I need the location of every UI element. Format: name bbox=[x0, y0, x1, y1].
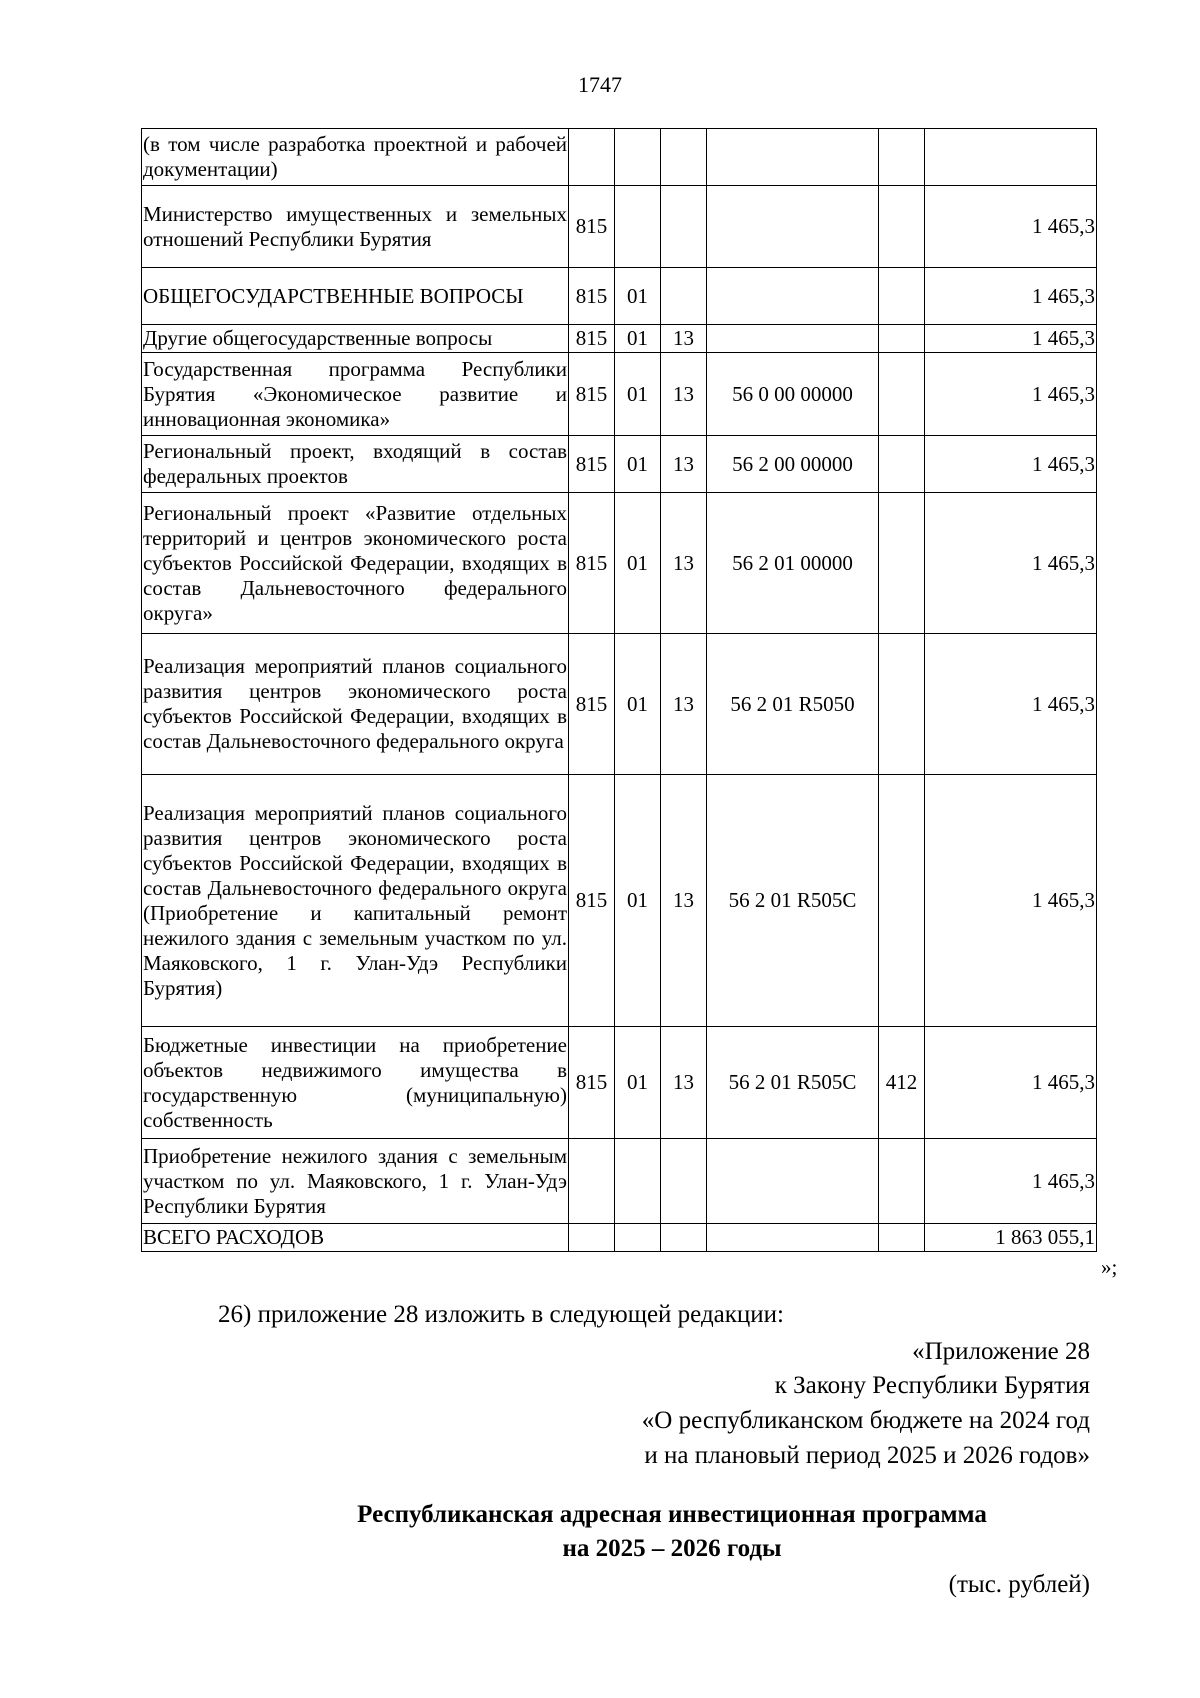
program-title: Республиканская адресная инвестиционная программа bbox=[357, 1501, 987, 1528]
row-sum: 1 465,3 bbox=[925, 493, 1097, 634]
row-name: Государственная программа Республики Бурятия «Экономическое развитие и инновационная экономика» bbox=[142, 353, 569, 436]
row-sum: 1 465,3 bbox=[925, 186, 1097, 268]
row-vr bbox=[879, 325, 925, 353]
row-gr: 815 bbox=[569, 775, 615, 1027]
row-csr: 56 2 00 00000 bbox=[707, 436, 879, 493]
row-name: Приобретение нежилого здания с земельным участком по ул. Маяковского, 1 г. Улан-Удэ Республики Бурятия bbox=[142, 1139, 569, 1224]
row-csr: 56 0 00 00000 bbox=[707, 353, 879, 436]
row-gr: 815 bbox=[569, 186, 615, 268]
table-row bbox=[142, 353, 1097, 436]
row-pr: 13 bbox=[661, 1027, 707, 1139]
row-vr bbox=[879, 775, 925, 1027]
row-vr bbox=[879, 436, 925, 493]
row-name: Министерство имущественных и земельных отношений Республики Бурятия bbox=[142, 186, 569, 268]
row-sum: 1 465,3 bbox=[925, 325, 1097, 353]
row-name: ОБЩЕГОСУДАРСТВЕННЫЕ ВОПРОСЫ bbox=[142, 268, 569, 325]
row-csr bbox=[707, 129, 879, 186]
row-pr: 13 bbox=[661, 325, 707, 353]
row-gr: 815 bbox=[569, 1027, 615, 1139]
row-rz: 01 bbox=[615, 436, 661, 493]
row-name: Региональный проект, входящий в состав федеральных проектов bbox=[142, 436, 569, 493]
table-row bbox=[142, 129, 1097, 186]
row-rz bbox=[615, 1139, 661, 1224]
row-gr bbox=[569, 129, 615, 186]
row-pr: 13 bbox=[661, 493, 707, 634]
row-gr: 815 bbox=[569, 634, 615, 775]
row-sum: 1 465,3 bbox=[925, 634, 1097, 775]
row-name: Реализация мероприятий планов социального развития центров экономического роста субъектов Российской Федерации, входящих в состав Дальневосточного федерального округа bbox=[142, 634, 569, 775]
row-sum: 1 863 055,1 bbox=[925, 1224, 1097, 1252]
row-gr bbox=[569, 1224, 615, 1252]
row-rz: 01 bbox=[615, 353, 661, 436]
row-sum: 1 465,3 bbox=[925, 1027, 1097, 1139]
budget-table bbox=[141, 128, 1097, 1252]
row-name: Другие общегосударственные вопросы bbox=[142, 325, 569, 353]
row-rz: 01 bbox=[615, 1027, 661, 1139]
row-sum: 1 465,3 bbox=[925, 436, 1097, 493]
row-csr bbox=[707, 186, 879, 268]
appendix-line: к Закону Республики Бурятия bbox=[774, 1372, 1090, 1399]
row-csr: 56 2 01 R505C bbox=[707, 775, 879, 1027]
row-vr bbox=[879, 353, 925, 436]
row-csr bbox=[707, 268, 879, 325]
row-pr: 13 bbox=[661, 353, 707, 436]
row-name: Бюджетные инвестиции на приобретение объектов недвижимого имущества в государственную (муниципальную) собственность bbox=[142, 1027, 569, 1139]
row-rz bbox=[615, 186, 661, 268]
row-csr bbox=[707, 1139, 879, 1224]
row-pr bbox=[661, 1139, 707, 1224]
page-number: 1747 bbox=[578, 72, 622, 97]
row-pr bbox=[661, 1224, 707, 1252]
row-name: ВСЕГО РАСХОДОВ bbox=[142, 1224, 569, 1252]
row-gr: 815 bbox=[569, 493, 615, 634]
row-csr: 56 2 01 00000 bbox=[707, 493, 879, 634]
row-csr bbox=[707, 1224, 879, 1252]
row-pr bbox=[661, 268, 707, 325]
row-vr bbox=[879, 268, 925, 325]
table-row bbox=[142, 186, 1097, 268]
table-row bbox=[142, 1139, 1097, 1224]
appendix-line: «Приложение 28 bbox=[912, 1338, 1090, 1365]
row-gr: 815 bbox=[569, 353, 615, 436]
row-rz: 01 bbox=[615, 775, 661, 1027]
row-csr: 56 2 01 R5050 bbox=[707, 634, 879, 775]
row-sum: 1 465,3 bbox=[925, 353, 1097, 436]
row-rz bbox=[615, 129, 661, 186]
row-pr bbox=[661, 186, 707, 268]
row-gr: 815 bbox=[569, 325, 615, 353]
row-rz: 01 bbox=[615, 268, 661, 325]
appendix-line: и на плановый период 2025 и 2026 годов» bbox=[644, 1442, 1090, 1469]
units-label: (тыс. рублей) bbox=[948, 1571, 1090, 1598]
row-name: Реализация мероприятий планов социального развития центров экономического роста субъектов Российской Федерации, входящих в состав Дальневосточного федерального округа (Приобретение и капитальный ремонт нежилого здания с земельным участком по ул. Маяковского, 1 г. Улан-Удэ Республики Бурятия) bbox=[142, 775, 569, 1027]
row-sum: 1 465,3 bbox=[925, 1139, 1097, 1224]
row-sum: 1 465,3 bbox=[925, 268, 1097, 325]
table-row bbox=[142, 1027, 1097, 1139]
appendix-line: «О республиканском бюджете на 2024 год bbox=[641, 1407, 1090, 1434]
row-rz: 01 bbox=[615, 493, 661, 634]
program-title-years: на 2025 – 2026 годы bbox=[562, 1535, 782, 1562]
amendment-item: 26) приложение 28 изложить в следующей редакции: bbox=[218, 1301, 784, 1328]
row-vr bbox=[879, 1139, 925, 1224]
table-row bbox=[142, 268, 1097, 325]
row-vr bbox=[879, 186, 925, 268]
row-pr: 13 bbox=[661, 634, 707, 775]
table-row bbox=[142, 775, 1097, 1027]
table-row bbox=[142, 634, 1097, 775]
row-rz: 01 bbox=[615, 325, 661, 353]
row-pr: 13 bbox=[661, 436, 707, 493]
row-vr bbox=[879, 493, 925, 634]
row-vr bbox=[879, 1224, 925, 1252]
row-vr bbox=[879, 634, 925, 775]
row-csr: 56 2 01 R505C bbox=[707, 1027, 879, 1139]
row-name: (в том числе разработка проектной и рабочей документации) bbox=[142, 129, 569, 186]
row-sum: 1 465,3 bbox=[925, 775, 1097, 1027]
row-gr: 815 bbox=[569, 436, 615, 493]
row-name: Региональный проект «Развитие отдельных территорий и центров экономического роста субъектов Российской Федерации, входящих в состав Дальневосточного федерального округа» bbox=[142, 493, 569, 634]
row-gr bbox=[569, 1139, 615, 1224]
table-row bbox=[142, 325, 1097, 353]
closing-quote-mark: »; bbox=[1101, 1255, 1118, 1279]
row-pr: 13 bbox=[661, 775, 707, 1027]
row-rz bbox=[615, 1224, 661, 1252]
table-row bbox=[142, 493, 1097, 634]
row-vr: 412 bbox=[879, 1027, 925, 1139]
row-gr: 815 bbox=[569, 268, 615, 325]
row-sum bbox=[925, 129, 1097, 186]
row-rz: 01 bbox=[615, 634, 661, 775]
row-vr bbox=[879, 129, 925, 186]
row-csr bbox=[707, 325, 879, 353]
row-pr bbox=[661, 129, 707, 186]
table-row bbox=[142, 436, 1097, 493]
table-row-total bbox=[142, 1224, 1097, 1252]
